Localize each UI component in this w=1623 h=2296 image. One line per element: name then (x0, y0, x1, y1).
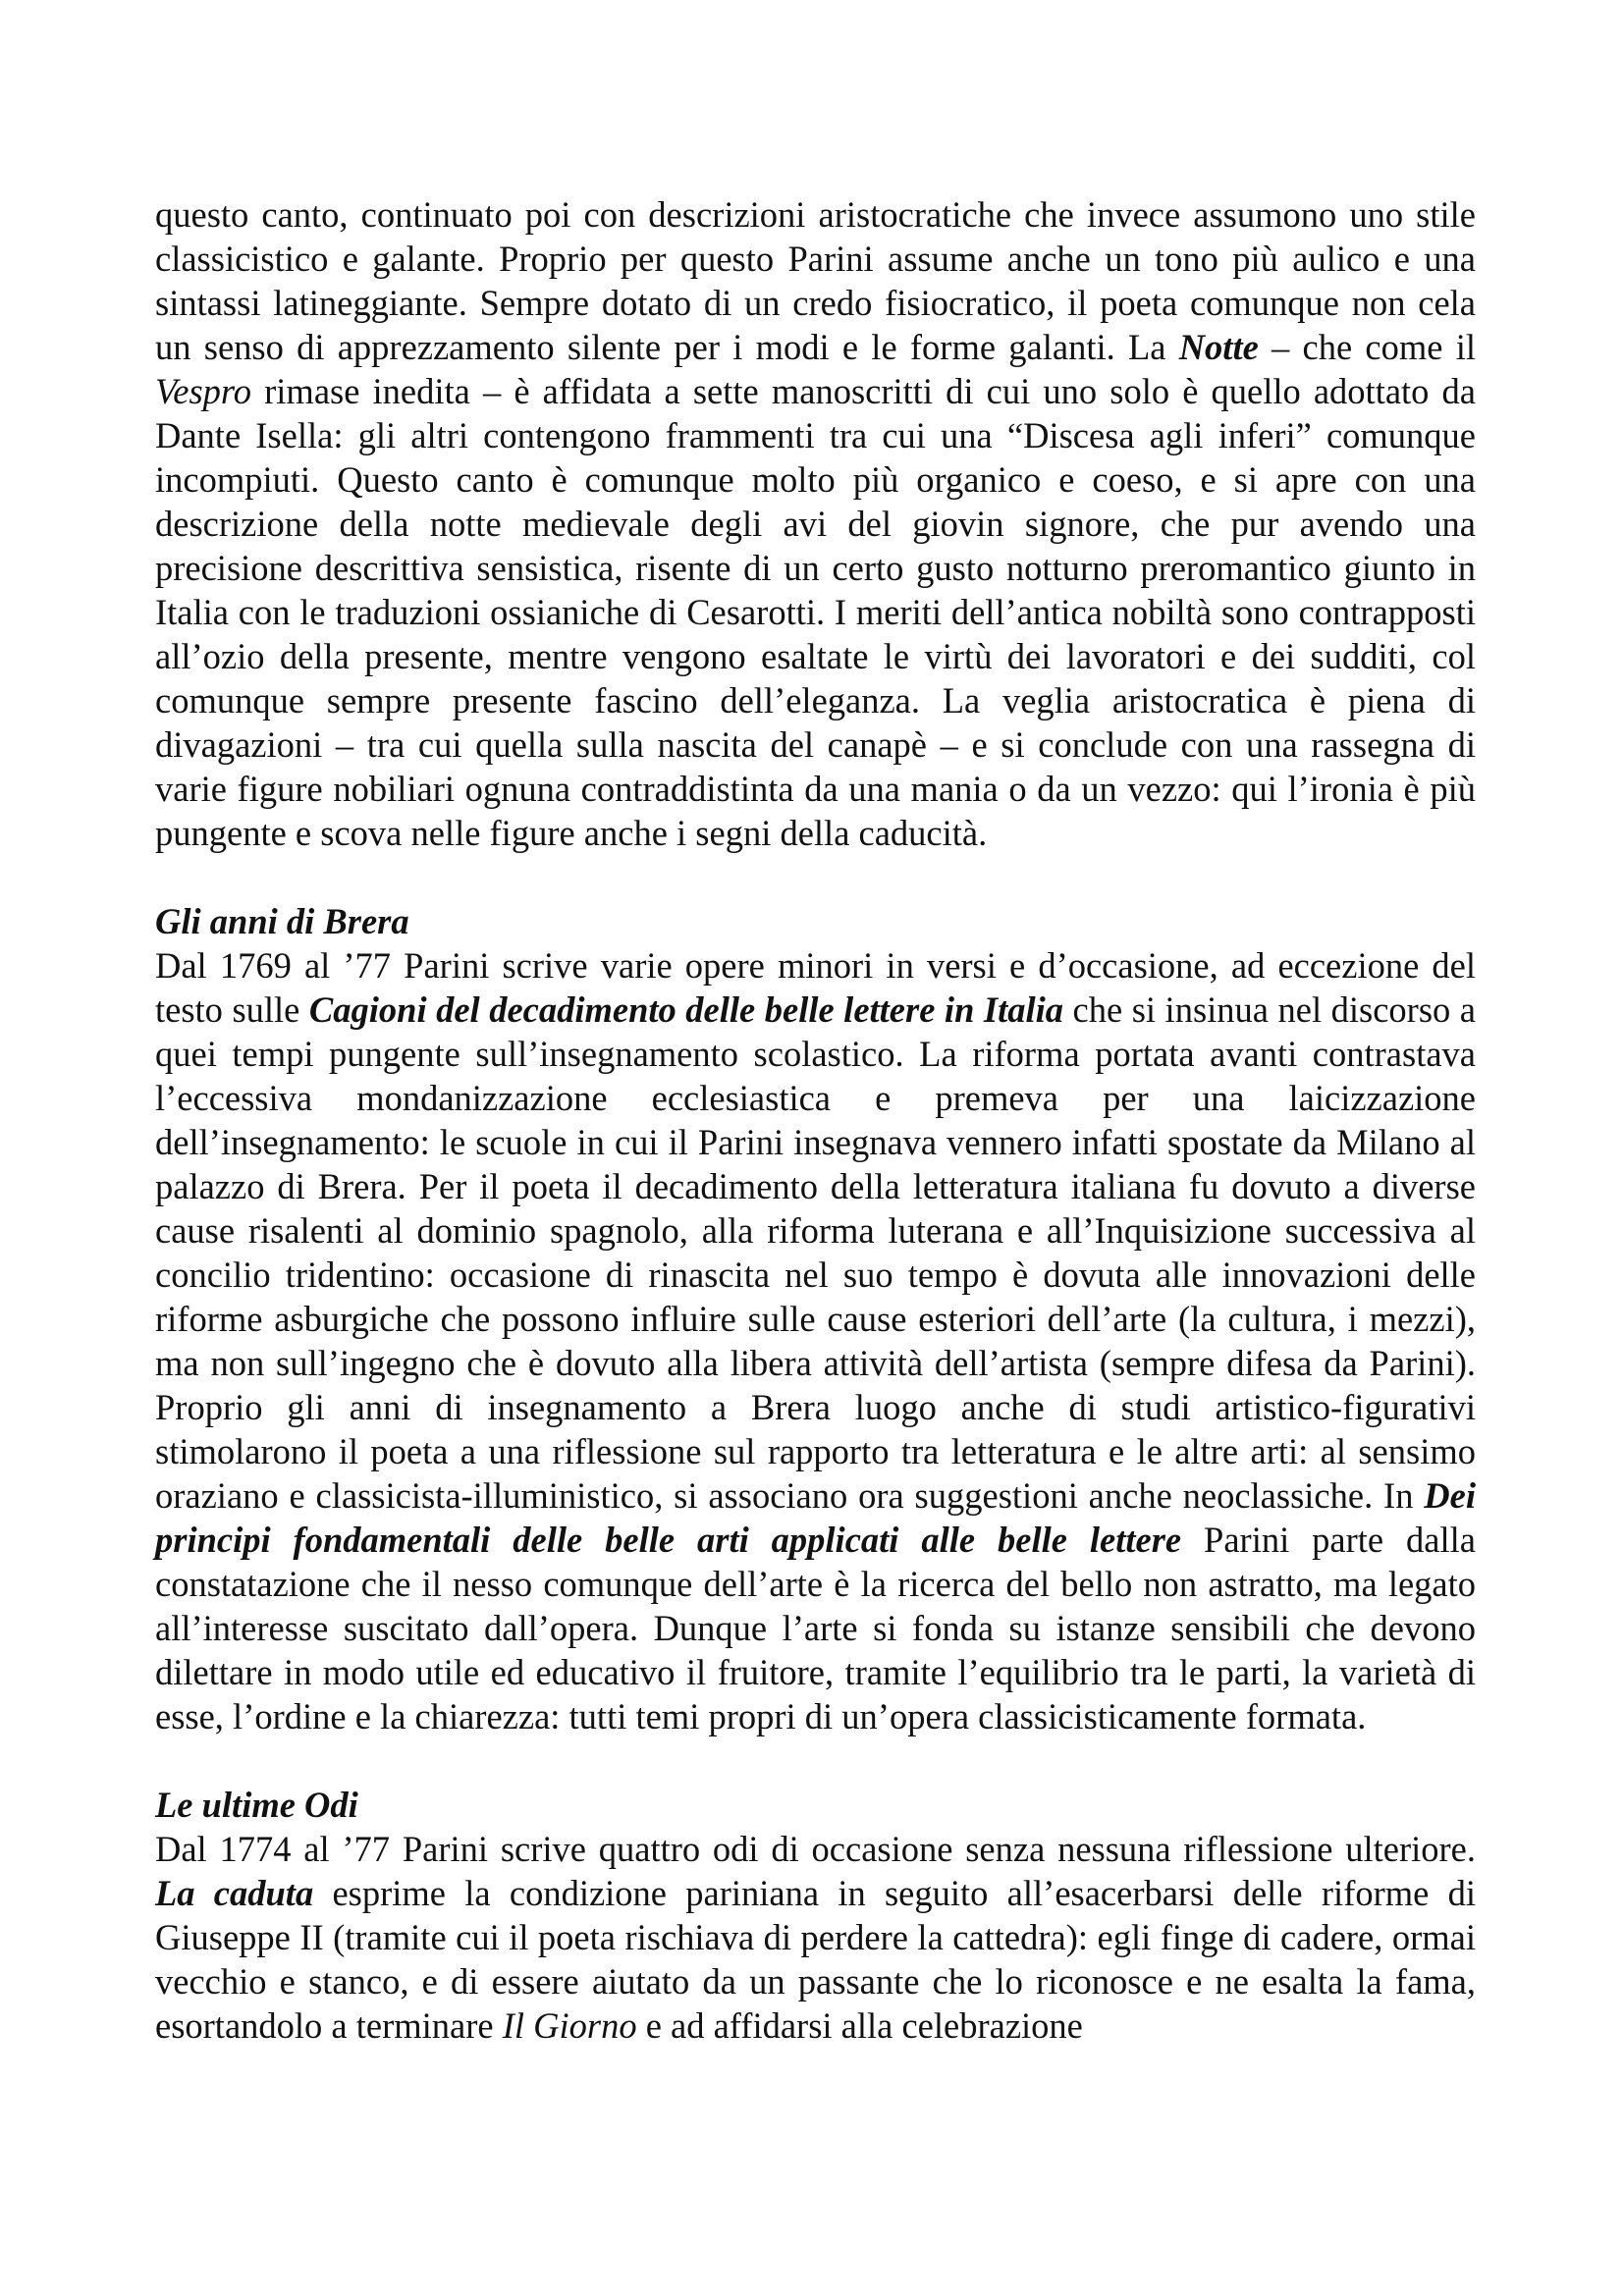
text-run: – che come il (1258, 327, 1476, 367)
spacer (155, 1738, 1476, 1783)
document-page (155, 192, 1476, 2048)
title-il-giorno: Il Giorno (502, 2005, 637, 2046)
text-run: rimase inedita – è affidata a sette manoscritti di cui uno solo è quello adottato da Dante Isella: gli altri contengono frammenti tra cui una “Discesa agli inferi” comunque incompiuti. Questo canto è comunque molto più organico e coeso, e si apre con una descrizione della notte medievale degli avi del giovin signore, che pur avendo una precisione descrittiva sensistica, risente di un certo gusto notturno preromantico giunto in Italia con le traduzioni ossianiche di Cesarotti. I meriti dell’antica nobiltà sono contrapposti all’ozio della presente, mentre vengono esaltate le virtù dei lavoratori e dei sudditi, col comunque sempre presente fascino dell’eleganza. La veglia aristocratica è piena di divagazioni – tra cui quella sulla nascita del canapè – e si conclude con una rassegna di varie figure nobiliari ognuna contraddistinta da una mania o da un vezzo: qui l’ironia è più pungente e scova nelle figure anche i segni della caducità. (155, 371, 1476, 853)
title-la-caduta: La caduta (155, 1873, 314, 1913)
heading-le-ultime-odi: Le ultime Odi (155, 1785, 358, 1825)
paragraph-odi (155, 1827, 1476, 2048)
text-run: Dal 1769 al ’77 Parini scrive varie opere minori in versi e d’occasione, ad eccezione del testo sulle (155, 945, 1476, 1030)
title-vespro: Vespro (155, 371, 252, 411)
text-run: e ad affidarsi alla celebrazione (636, 2005, 1083, 2046)
text-run: che si insinua nel discorso a quei tempi pungente sull’insegnamento scolastico. La riforma portata avanti contrastava l’eccessiva mondanizzazione ecclesiastica e premeva per una laicizzazione dell’insegnamento: le scuole in cui il Parini insegnava vennero infatti spostate da Milano al palazzo di Brera. Per il poeta il decadimento della letteratura italiana fu dovuto a diverse cause risalenti al dominio spagnolo, alla riforma luterana e all’Inquisizione successiva al concilio tridentino: occasione di rinascita nel suo tempo è dovuta alle innovazioni delle riforme asburgiche che possono influire sulle cause esteriori dell’arte (la cultura, i mezzi), ma non sull’ingegno che è dovuto alla libera attività dell’artista (sempre difesa da Parini). Proprio gli anni di insegnamento a Brera luogo anche di studi artistico-figurativi stimolarono il poeta a una riflessione sul rapporto tra letteratura e le altre arti: al sensimo oraziano e classicista-illuministico, si associano ora suggestioni anche neoclassiche. In (155, 989, 1476, 1516)
paragraph-brera (155, 943, 1476, 1738)
title-principi: Dei principi fondamentali delle belle arti applicati alle belle lettere (155, 1475, 1476, 1560)
text-run: questo canto, continuato poi con descrizioni aristocratiche che invece assumono uno stile classicistico e galante. Proprio per questo Parini assume anche un tono più aulico e una sintassi latineggiante. Sempre dotato di un credo fisiocratico, il poeta comunque non cela un senso di apprezzamento silente per i modi e le forme galanti. La (155, 194, 1476, 367)
title-cagioni: Cagioni del decadimento delle belle lettere in Italia (308, 989, 1064, 1030)
title-notte: Notte (1178, 327, 1259, 367)
text-run: esprime la condizione pariniana in seguito all’esacerbarsi delle riforme di Giuseppe II (tramite cui il poeta rischiava di perdere la cattedra): egli finge di cadere, ormai vecchio e stanco, e di essere aiutato da un passante che lo riconosce e ne esalta la fama, esortandolo a terminare (155, 1873, 1476, 2046)
paragraph-notte (155, 192, 1476, 855)
spacer (155, 855, 1476, 899)
heading-gli-anni-di-brera: Gli anni di Brera (155, 901, 409, 941)
text-run: Dal 1774 al ’77 Parini scrive quattro odi di occasione senza nessuna riflessione ulteriore. (155, 1829, 1476, 1869)
text-run: Parini parte dalla constatazione che il nesso comunque dell’arte è la ricerca del bello non astratto, ma legato all’interesse suscitato dall’opera. Dunque l’arte si fonda su istanze sensibili che devono dilettare in modo utile ed educativo il fruitore, tramite l’equilibrio tra le parti, la varietà di esse, l’ordine e la chiarezza: tutti temi propri di un’opera classicisticamente formata. (155, 1520, 1476, 1736)
